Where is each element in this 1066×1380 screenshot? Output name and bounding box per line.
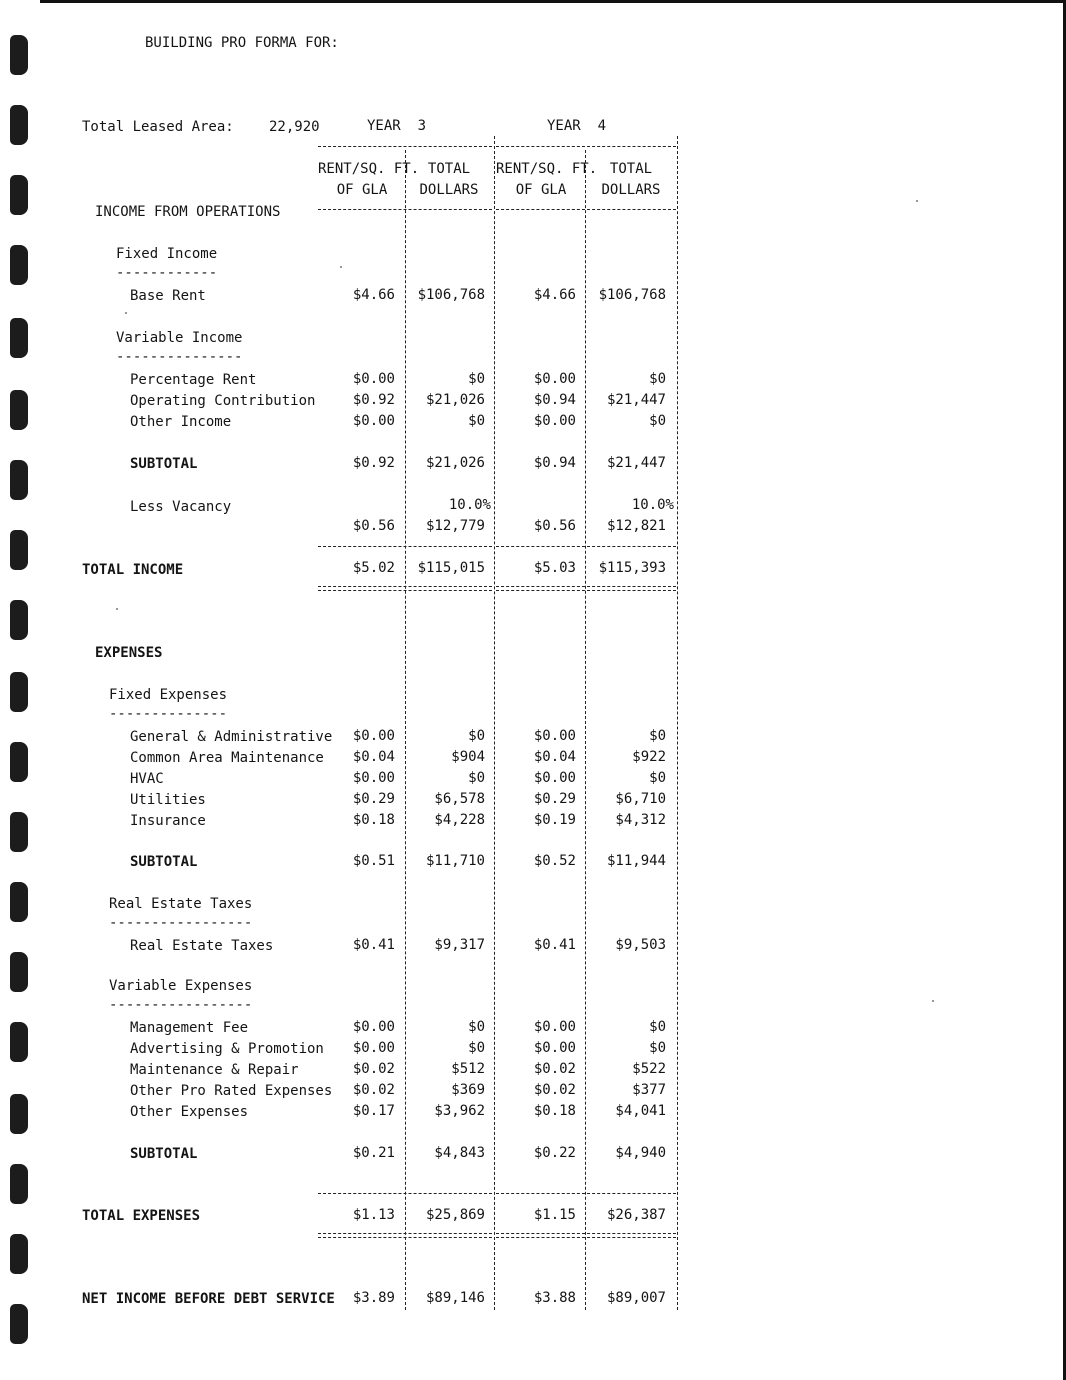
value-cell: $0.29: [352, 791, 395, 807]
value-cell: $0: [468, 728, 485, 744]
rule: [496, 1193, 676, 1194]
rule: [496, 546, 676, 547]
row-label: Insurance: [130, 813, 206, 829]
col-header-total-b-1: TOTAL: [609, 161, 653, 177]
row-label: Common Area Maintenance: [130, 750, 324, 766]
value-cell: $0.00: [533, 1019, 576, 1035]
underline: --------------: [109, 706, 228, 722]
value-cell: $0.00: [352, 371, 395, 387]
value-cell: $0.02: [352, 1061, 395, 1077]
value-cell: $11,944: [606, 853, 666, 869]
value-cell: $0.29: [533, 791, 576, 807]
row-label: TOTAL EXPENSES: [82, 1208, 201, 1224]
row-label: Other Expenses: [130, 1104, 249, 1120]
section-re-taxes: Real Estate Taxes: [109, 896, 253, 912]
value-cell: $6,578: [434, 791, 485, 807]
value-cell: $4,041: [615, 1103, 666, 1119]
value-cell: $4.66: [352, 287, 395, 303]
col-header-total-a-2: DOLLARS: [419, 182, 479, 198]
value-cell: $0.02: [533, 1082, 576, 1098]
col-header-rent-a-1: RENT/SQ. FT.: [318, 161, 420, 177]
row-label: Other Income: [130, 414, 232, 430]
row-label: Utilities: [130, 792, 206, 808]
column-divider: [677, 136, 678, 1310]
value-cell: $89,007: [606, 1290, 666, 1306]
year-a-label: YEAR 3: [367, 118, 427, 134]
value-cell: $0: [649, 770, 666, 786]
value-cell: $0.00: [352, 770, 395, 786]
punch-hole-icon: [10, 318, 28, 358]
underline: -----------------: [109, 997, 253, 1013]
value-cell: $25,869: [425, 1207, 485, 1223]
value-cell: $0.02: [352, 1082, 395, 1098]
value-cell: $0.17: [352, 1103, 395, 1119]
leased-area-value: 22,920: [269, 119, 320, 135]
row-label: General & Administrative: [130, 729, 333, 745]
rule: [318, 546, 492, 547]
col-header-total-a-1: TOTAL: [427, 161, 471, 177]
value-cell: $115,015: [417, 560, 485, 576]
value-cell: $21,026: [425, 455, 485, 471]
value-cell: $4,228: [434, 812, 485, 828]
punch-hole-icon: [10, 1164, 28, 1204]
section-variable-income: Variable Income: [116, 330, 243, 346]
value-cell: $3,962: [434, 1103, 485, 1119]
value-cell: $0: [468, 371, 485, 387]
value-cell: $0.00: [533, 1040, 576, 1056]
column-divider: [494, 136, 495, 1310]
value-cell: $0.00: [352, 728, 395, 744]
value-cell: $21,026: [425, 392, 485, 408]
underline: ------------: [116, 265, 218, 281]
header-rule-bottom-b: [496, 209, 676, 210]
scan-speck: [125, 312, 127, 314]
punch-hole-icon: [10, 390, 28, 430]
value-cell: $9,317: [434, 937, 485, 953]
row-label: Management Fee: [130, 1020, 249, 1036]
value-cell: $0.00: [533, 728, 576, 744]
scan-speck: [932, 1000, 934, 1002]
row-label: SUBTOTAL: [130, 854, 198, 870]
page-top-edge: [40, 0, 1066, 3]
double-rule: [318, 1233, 492, 1238]
row-label: SUBTOTAL: [130, 1146, 198, 1162]
value-cell: $1.13: [352, 1207, 395, 1223]
scan-speck: [116, 608, 118, 610]
value-cell: $4,843: [434, 1145, 485, 1161]
section-income: INCOME FROM OPERATIONS: [95, 204, 281, 220]
document-title: BUILDING PRO FORMA FOR:: [145, 35, 339, 51]
punch-hole-icon: [10, 245, 28, 285]
double-rule: [318, 586, 492, 591]
value-cell: $0: [649, 1019, 666, 1035]
header-rule-top-a: [318, 146, 492, 147]
value-cell: $0.00: [533, 371, 576, 387]
value-cell: 10.0%: [448, 497, 491, 513]
value-cell: $0: [649, 1040, 666, 1056]
section-variable-expenses: Variable Expenses: [109, 978, 253, 994]
row-label: HVAC: [130, 771, 164, 787]
punch-hole-icon: [10, 530, 28, 570]
value-cell: $89,146: [425, 1290, 485, 1306]
value-cell: $0: [649, 371, 666, 387]
col-header-rent-b-1: RENT/SQ. FT.: [496, 161, 598, 177]
section-fixed-expenses: Fixed Expenses: [109, 687, 228, 703]
punch-hole-icon: [10, 175, 28, 215]
section-fixed-income: Fixed Income: [116, 246, 218, 262]
year-b-label: YEAR 4: [547, 118, 607, 134]
value-cell: $9,503: [615, 937, 666, 953]
underline: -----------------: [109, 915, 253, 931]
value-cell: $0: [468, 770, 485, 786]
punch-hole-icon: [10, 105, 28, 145]
value-cell: $6,710: [615, 791, 666, 807]
punch-hole-icon: [10, 460, 28, 500]
value-cell: $0.19: [533, 812, 576, 828]
value-cell: $0.41: [533, 937, 576, 953]
col-header-rent-b-2: OF GLA: [515, 182, 567, 198]
row-label: Less Vacancy: [130, 499, 232, 515]
value-cell: $0.18: [533, 1103, 576, 1119]
value-cell: $3.89: [352, 1290, 395, 1306]
row-label: Operating Contribution: [130, 393, 316, 409]
punch-hole-icon: [10, 952, 28, 992]
value-cell: $0.00: [352, 413, 395, 429]
value-cell: $0.00: [533, 413, 576, 429]
value-cell: $11,710: [425, 853, 485, 869]
value-cell: $0: [468, 413, 485, 429]
value-cell: $0: [649, 413, 666, 429]
value-cell: $0.56: [352, 518, 395, 534]
value-cell: $0.00: [533, 770, 576, 786]
row-label: Other Pro Rated Expenses: [130, 1083, 333, 1099]
leased-area-label: Total Leased Area:: [82, 119, 234, 135]
punch-hole-icon: [10, 600, 28, 640]
double-rule: [496, 1233, 676, 1238]
section-expenses: EXPENSES: [95, 645, 163, 661]
value-cell: $5.03: [533, 560, 576, 576]
row-label: Maintenance & Repair: [130, 1062, 299, 1078]
value-cell: $0.92: [352, 392, 395, 408]
row-label: Base Rent: [130, 288, 206, 304]
value-cell: $0.21: [352, 1145, 395, 1161]
row-label: SUBTOTAL: [130, 456, 198, 472]
row-label: NET INCOME BEFORE DEBT SERVICE: [82, 1291, 335, 1307]
value-cell: $4,312: [615, 812, 666, 828]
value-cell: $26,387: [606, 1207, 666, 1223]
double-rule: [496, 586, 676, 591]
value-cell: $0.04: [352, 749, 395, 765]
value-cell: $4.66: [533, 287, 576, 303]
punch-hole-icon: [10, 882, 28, 922]
underline: ---------------: [116, 349, 243, 365]
punch-hole-icon: [10, 742, 28, 782]
value-cell: $0.22: [533, 1145, 576, 1161]
value-cell: $1.15: [533, 1207, 576, 1223]
value-cell: $106,768: [417, 287, 485, 303]
value-cell: $522: [632, 1061, 666, 1077]
punch-hole-icon: [10, 1234, 28, 1274]
row-label: TOTAL INCOME: [82, 562, 184, 578]
value-cell: $0.92: [352, 455, 395, 471]
punch-hole-icon: [10, 812, 28, 852]
value-cell: $0.94: [533, 392, 576, 408]
value-cell: 10.0%: [631, 497, 674, 513]
value-cell: $0.56: [533, 518, 576, 534]
value-cell: $377: [632, 1082, 666, 1098]
value-cell: $4,940: [615, 1145, 666, 1161]
rule: [318, 1193, 492, 1194]
value-cell: $0.41: [352, 937, 395, 953]
col-header-rent-a-2: OF GLA: [336, 182, 388, 198]
punch-hole-icon: [10, 1094, 28, 1134]
value-cell: $12,821: [606, 518, 666, 534]
value-cell: $369: [451, 1082, 485, 1098]
value-cell: $0: [649, 728, 666, 744]
value-cell: $0.94: [533, 455, 576, 471]
punch-hole-icon: [10, 35, 28, 75]
header-rule-top-b: [496, 146, 676, 147]
value-cell: $0.00: [352, 1040, 395, 1056]
value-cell: $115,393: [598, 560, 666, 576]
value-cell: $106,768: [598, 287, 666, 303]
value-cell: $0: [468, 1040, 485, 1056]
row-label: Real Estate Taxes: [130, 938, 274, 954]
row-label: Advertising & Promotion: [130, 1041, 324, 1057]
value-cell: $21,447: [606, 392, 666, 408]
value-cell: $0.02: [533, 1061, 576, 1077]
value-cell: $0.00: [352, 1019, 395, 1035]
scan-speck: [340, 266, 342, 268]
scan-speck: [916, 200, 918, 202]
value-cell: $0.18: [352, 812, 395, 828]
col-header-total-b-2: DOLLARS: [601, 182, 661, 198]
punch-hole-icon: [10, 1022, 28, 1062]
punch-hole-icon: [10, 672, 28, 712]
value-cell: $512: [451, 1061, 485, 1077]
row-label: Percentage Rent: [130, 372, 257, 388]
value-cell: $3.88: [533, 1290, 576, 1306]
value-cell: $12,779: [425, 518, 485, 534]
value-cell: $0.51: [352, 853, 395, 869]
value-cell: $5.02: [352, 560, 395, 576]
value-cell: $922: [632, 749, 666, 765]
binder-punch-holes: [10, 0, 32, 1380]
value-cell: $21,447: [606, 455, 666, 471]
value-cell: $0.52: [533, 853, 576, 869]
value-cell: $0.04: [533, 749, 576, 765]
value-cell: $0: [468, 1019, 485, 1035]
punch-hole-icon: [10, 1304, 28, 1344]
value-cell: $904: [451, 749, 485, 765]
